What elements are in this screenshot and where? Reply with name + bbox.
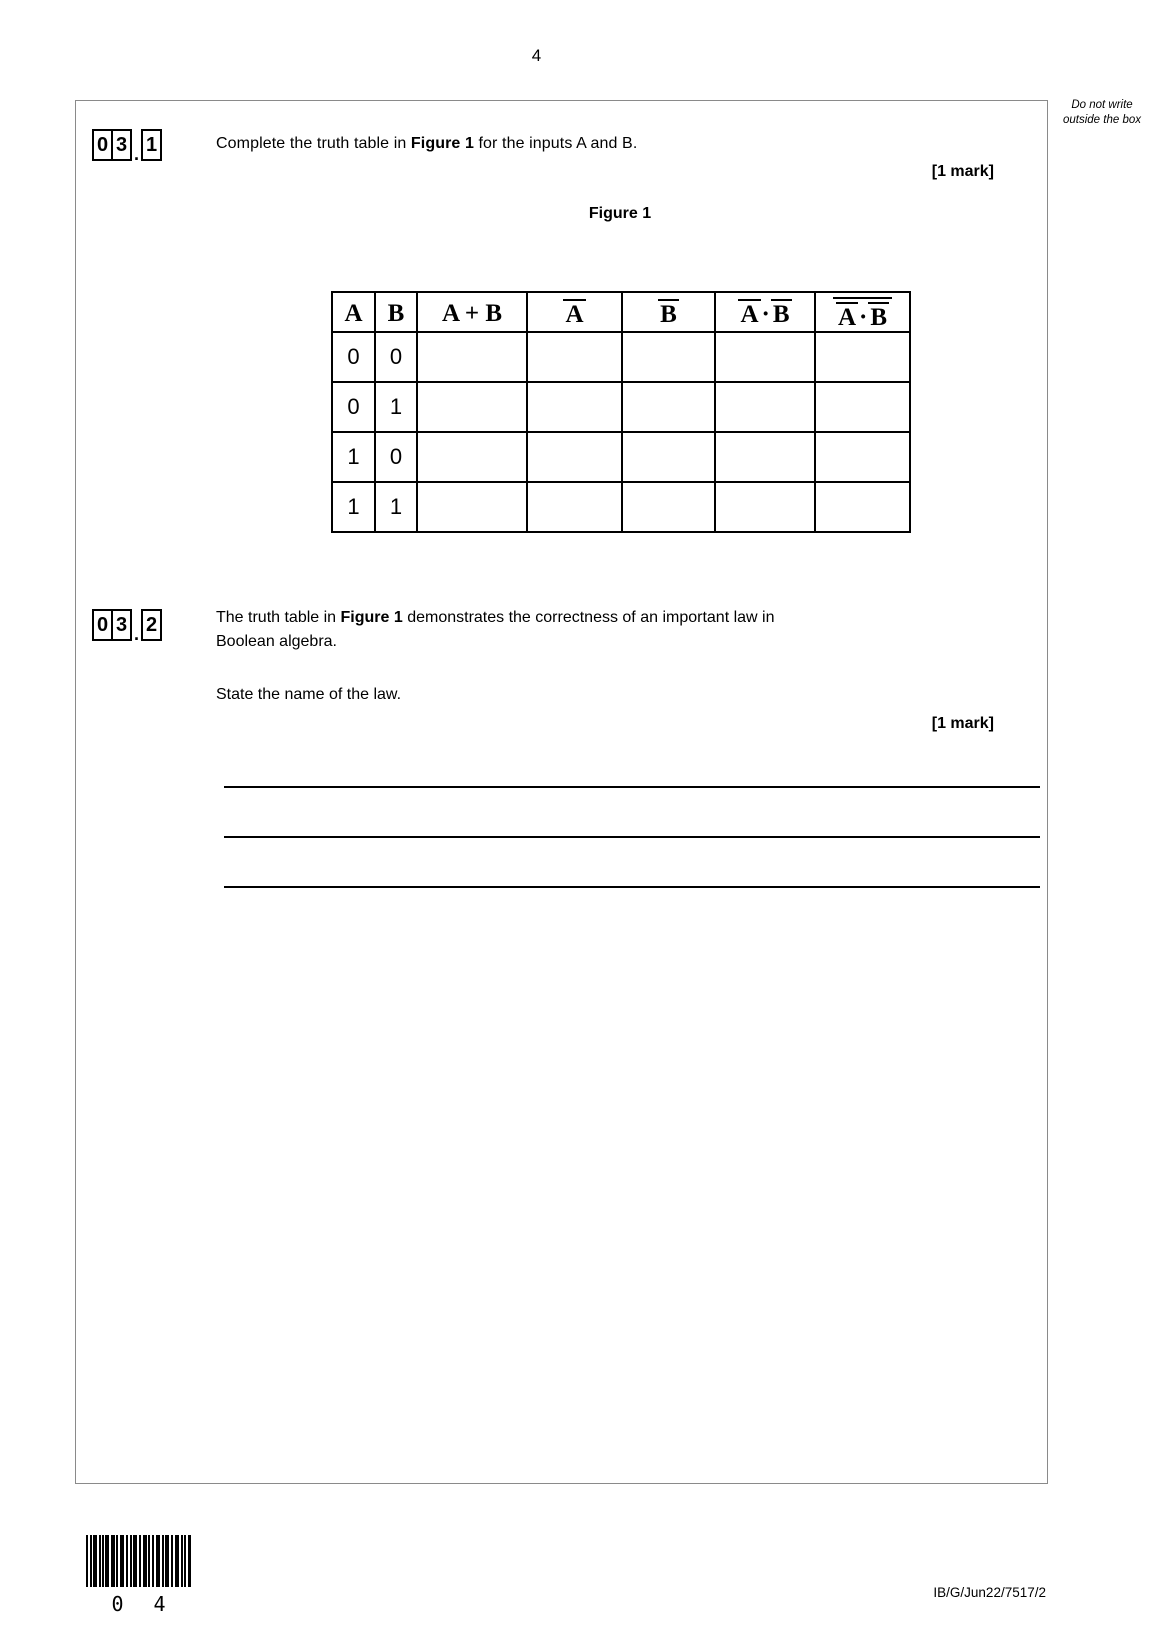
- truth-table-input-cell[interactable]: [715, 382, 815, 432]
- truth-table-input-cell[interactable]: [715, 332, 815, 382]
- truth-table-row: [332, 382, 910, 432]
- truth-table-row: [332, 482, 910, 532]
- truth-table-column-header: A + B: [417, 292, 527, 332]
- truth-table-given-cell: 0: [375, 432, 417, 482]
- question-subnumber-box: 1: [141, 129, 162, 161]
- truth-table-input-cell[interactable]: [527, 382, 622, 432]
- question-2-text: [216, 606, 774, 654]
- truth-table: [331, 291, 911, 533]
- question-number-digit: 3: [111, 129, 132, 161]
- truth-table-input-cell[interactable]: [815, 332, 910, 382]
- answer-line[interactable]: [224, 786, 1040, 788]
- question-subnumber-box: 2: [141, 609, 162, 641]
- truth-table-input-cell[interactable]: [815, 482, 910, 532]
- paper-reference: IB/G/Jun22/7517/2: [933, 1585, 1046, 1600]
- barcode-image: [86, 1535, 191, 1587]
- truth-table-input-cell[interactable]: [815, 382, 910, 432]
- page-number: 4: [531, 46, 542, 65]
- truth-table-row: [332, 432, 910, 482]
- barcode-block: [86, 1535, 191, 1616]
- do-not-write-note: Do not write outside the box: [1062, 99, 1141, 126]
- question-number-main-box: [92, 609, 132, 641]
- truth-table-input-cell[interactable]: [417, 482, 527, 532]
- truth-table-input-cell[interactable]: [527, 432, 622, 482]
- truth-table-input-cell[interactable]: [417, 432, 527, 482]
- question-number-digit: 3: [111, 609, 132, 641]
- truth-table-column-header: B: [622, 292, 715, 332]
- barcode-text: 0 4: [111, 1592, 175, 1616]
- content-box: [75, 100, 1048, 1484]
- question-2-marks: [1 mark]: [931, 715, 994, 732]
- truth-table-input-cell[interactable]: [527, 482, 622, 532]
- question-number-digit: 0: [92, 129, 113, 161]
- truth-table-given-cell: 0: [332, 382, 375, 432]
- truth-table-given-cell: 1: [375, 382, 417, 432]
- question-2-prompt: State the name of the law.: [216, 686, 402, 703]
- truth-table-column-header: A: [332, 292, 375, 332]
- truth-table-input-cell[interactable]: [715, 482, 815, 532]
- truth-table-input-cell[interactable]: [417, 382, 527, 432]
- truth-table-input-cell[interactable]: [417, 332, 527, 382]
- truth-table-given-cell: 0: [375, 332, 417, 382]
- answer-line[interactable]: [224, 836, 1040, 838]
- truth-table-input-cell[interactable]: [527, 332, 622, 382]
- truth-table-row: [332, 332, 910, 382]
- truth-table-given-cell: 1: [332, 482, 375, 532]
- truth-table-column-header: A · B: [715, 292, 815, 332]
- question-number-main-box: [92, 129, 132, 161]
- question-number-03-2: [92, 609, 162, 644]
- truth-table-input-cell[interactable]: [622, 382, 715, 432]
- truth-table-input-cell[interactable]: [715, 432, 815, 482]
- answer-line[interactable]: [224, 886, 1040, 888]
- truth-table-column-header: A · B: [815, 292, 910, 332]
- truth-table-given-cell: 0: [332, 332, 375, 382]
- truth-table-input-cell[interactable]: [815, 432, 910, 482]
- question-2-text-line: Boolean algebra.: [216, 633, 337, 650]
- question-2-text-line: The truth table in Figure 1 demonstrates the correctness of an important law in: [216, 609, 775, 626]
- truth-table-given-cell: 1: [375, 482, 417, 532]
- truth-table-given-cell: 1: [332, 432, 375, 482]
- truth-table-input-cell[interactable]: [622, 482, 715, 532]
- truth-table-input-cell[interactable]: [622, 432, 715, 482]
- truth-table-column-header: A: [527, 292, 622, 332]
- truth-table-column-header: B: [375, 292, 417, 332]
- question-number-digit: 0: [92, 609, 113, 641]
- question-number-dot: .: [134, 144, 140, 164]
- truth-table-input-cell[interactable]: [622, 332, 715, 382]
- question-number-dot: .: [134, 624, 140, 644]
- question-1-text: Complete the truth table in Figure 1 for the inputs A and B.: [216, 135, 638, 152]
- question-number-03-1: [92, 129, 162, 164]
- figure-title: Figure 1: [588, 205, 652, 222]
- question-1-marks: [1 mark]: [931, 163, 994, 180]
